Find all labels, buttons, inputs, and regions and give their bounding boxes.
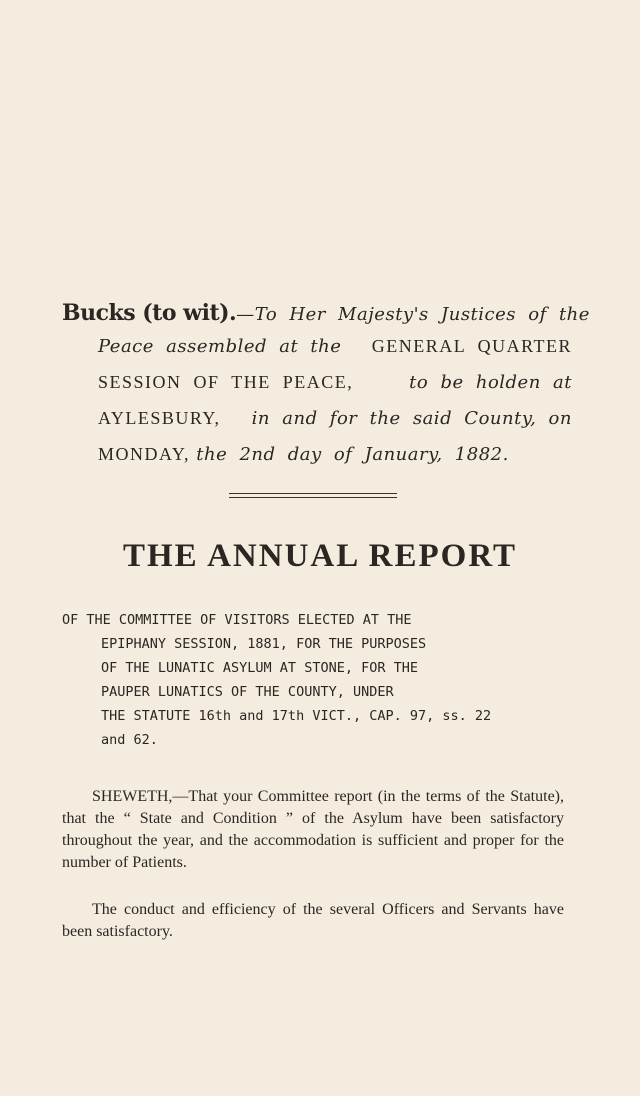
address-line-4-caps: AYLESBURY,: [98, 408, 221, 428]
paragraph-conduct: The conduct and efficiency of the several Officers and Servants have been satisfactory.: [62, 901, 564, 940]
address-heading: [62, 300, 590, 480]
address-line-3: [62, 372, 572, 408]
subtitle-line-1-text: OF THE COMMITTEE OF VISITORS ELECTED AT THE: [62, 612, 412, 628]
address-line-3-italic: to be holden at: [409, 372, 572, 393]
address-line-5-italic: the 2nd day of January, 1882.: [196, 444, 509, 465]
subtitle-line-2: [62, 632, 562, 656]
address-line-2-caps: GENERAL QUARTER: [371, 336, 572, 356]
subtitle-line-3-text: OF THE LUNATIC ASYLUM AT STONE, FOR THE: [101, 660, 418, 676]
address-line-1: [62, 300, 590, 336]
divider-rule-top: [229, 493, 397, 494]
subtitle-line-6-text: and 62.: [101, 732, 158, 748]
em-dash: —: [236, 304, 255, 325]
subtitle-line-4-text: PAUPER LUNATICS OF THE COUNTY, UNDER: [101, 684, 394, 700]
address-line-4-italic: in and for the said County, on: [251, 408, 572, 429]
address-line-4: [62, 408, 572, 444]
subtitle-line-1: [62, 608, 562, 632]
subtitle-line-2-text: EPIPHANY SESSION, 1881, FOR THE PURPOSES: [101, 636, 427, 652]
address-line-1-text: To Her Majesty's Justices of the: [254, 304, 590, 325]
report-subtitle: [62, 608, 562, 752]
subtitle-line-5-text: THE STATUTE 16th and 17th VICT., CAP. 97, ss. 22: [101, 708, 492, 724]
subtitle-line-3: [62, 656, 562, 680]
paragraph-sheweth: SHEWETH,—That your Committee report (in the terms of the Statute), that the “ State and Condition ” of the Asylum have been satisfactory throughout the year, and the accommodation is sufficient and proper for the number of Patients.: [62, 788, 564, 871]
divider-rule-bottom: [229, 497, 397, 498]
subtitle-line-4: [62, 680, 562, 704]
subtitle-line-5: [62, 704, 562, 728]
address-line-3-caps: SESSION OF THE PEACE,: [98, 372, 354, 392]
address-line-2-italic: Peace assembled at the: [98, 336, 342, 357]
address-line-5: [62, 444, 572, 480]
report-title: THE ANNUAL REPORT: [122, 538, 518, 574]
address-line-2: [62, 336, 572, 372]
bucks-to-wit: Bucks (to wit).: [62, 300, 237, 326]
subtitle-line-6: [62, 728, 562, 752]
address-line-5-caps: MONDAY,: [98, 444, 191, 464]
